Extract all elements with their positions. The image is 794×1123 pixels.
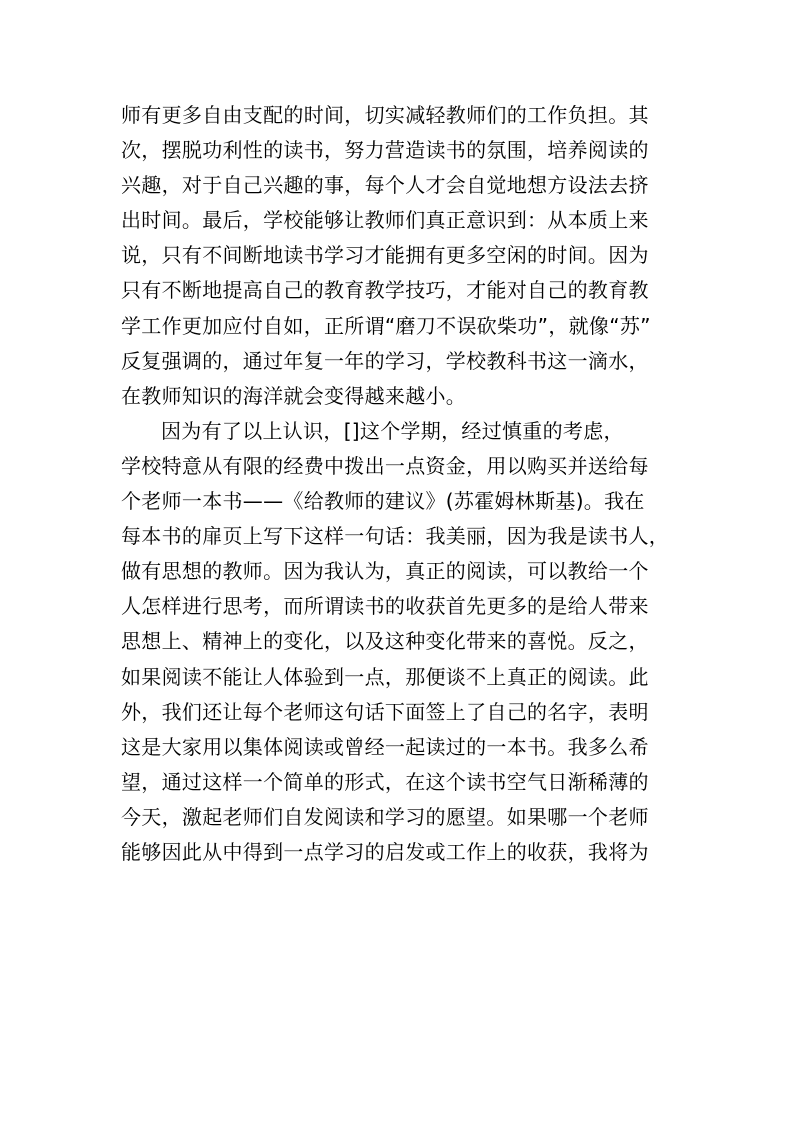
text-line: 如果阅读不能让人体验到一点，那便谈不上真正的阅读。此 <box>121 664 649 689</box>
text-line: 每本书的扉页上写下这样一句话：我美丽，因为我是读书人， <box>121 524 670 549</box>
text-line: 个老师一本书——《给教师的建议》(苏霍姆林斯基)。我在 <box>121 489 645 514</box>
text-line: 学校特意从有限的经费中拨出一点资金，用以购买并送给每 <box>121 453 649 478</box>
text-line: 思想上、精神上的变化，以及这种变化带来的喜悦。反之， <box>121 629 649 654</box>
text-line: 今天，激起老师们自发阅读和学习的愿望。如果哪一个老师 <box>121 804 649 829</box>
text-line: 望，通过这样一个简单的形式，在这个读书空气日渐稀薄的 <box>121 769 649 794</box>
text-line: 出时间。最后，学校能够让教师们真正意识到：从本质上来 <box>121 208 649 233</box>
text-line: 师有更多自由支配的时间，切实减轻教师们的工作负担。其 <box>121 103 649 127</box>
text-line: 做有思想的教师。因为我认为，真正的阅读，可以教给一个 <box>121 559 649 584</box>
text-line: 只有不断地提高自己的教育教学技巧，才能对自己的教育教 <box>121 278 649 303</box>
text-line: 人怎样进行思考，而所谓读书的收获首先更多的是给人带来 <box>121 594 649 619</box>
body-text <box>121 98 681 870</box>
text-line: 兴趣，对于自己兴趣的事，每个人才会自觉地想方设法去挤 <box>121 173 649 198</box>
paragraph-start-line: 因为有了以上认识，[]这个学期，经过慎重的考虑， <box>161 418 624 443</box>
text-line: 次，摆脱功利性的读书，努力营造读书的氛围，培养阅读的 <box>121 138 649 163</box>
text-line: 这是大家用以集体阅读或曾经一起读过的一本书。我多么希 <box>121 734 649 759</box>
text-line: 外，我们还让每个老师这句话下面签上了自己的名字，表明 <box>121 699 649 724</box>
text-line: 学工作更加应付自如，正所谓“磨刀不误砍柴功”，就像“苏” <box>121 313 651 338</box>
text-line: 能够因此从中得到一点学习的启发或工作上的收获，我将为 <box>121 839 649 864</box>
text-line: 说，只有不间断地读书学习才能拥有更多空闲的时间。因为 <box>121 243 649 268</box>
text-line: 在教师知识的海洋就会变得越来越小。 <box>121 383 467 408</box>
text-line: 反复强调的，通过年复一年的学习，学校教科书这一滴水， <box>121 348 649 373</box>
